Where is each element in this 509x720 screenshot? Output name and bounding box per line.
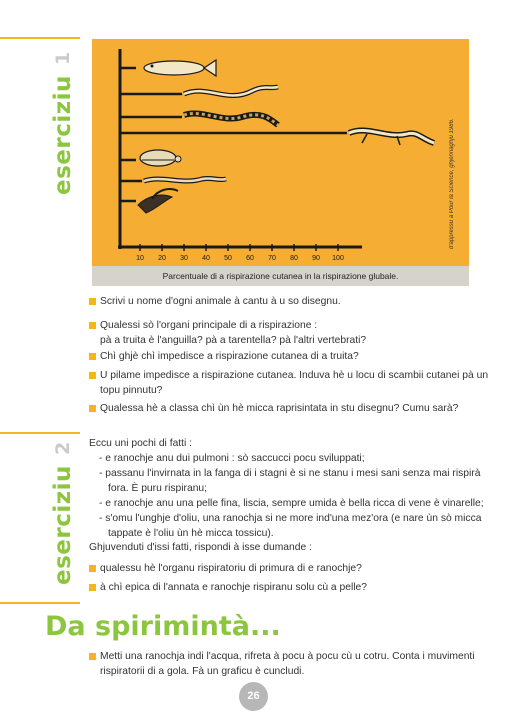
newt-drawing	[349, 130, 434, 145]
fact-item: - e ranochje anu dui pulmoni : sò saccucci pocu sviluppati;	[99, 453, 365, 464]
exercise-2-number: 2	[52, 441, 74, 456]
bullet-icon	[89, 322, 96, 329]
question-2: Qualessi sò l'organi principale di a rispirazione : pà a truita è l'anguilla? pà a tarentella? pà l'altri vertebrati?	[100, 320, 367, 346]
figure-caption: Parcentuale di a rispirazione cutanea in la rispirazione glubale.	[92, 266, 469, 286]
tick-label: 80	[290, 255, 298, 262]
question2-1: qualessu hè l'organu rispiratoriu di primura di e ranochje?	[100, 563, 362, 574]
fact-item: tappate è l'oliu ùn hè micca tossicu).	[108, 528, 274, 539]
section-rule	[0, 432, 80, 434]
bullet-icon	[89, 353, 96, 360]
tick-label: 50	[224, 255, 232, 262]
bullet-icon	[89, 298, 96, 305]
facts-intro: Eccu uni pochi di fatti :	[89, 438, 193, 449]
fact-item: fora. È puru rispiranu;	[108, 483, 208, 494]
tick-label: 70	[268, 255, 276, 262]
tick-label: 40	[202, 255, 210, 262]
question-4: U pilame impedisce a rispirazione cutanea. Induva hè u locu di scambii cutanei pà un topu pinnutu?	[100, 370, 489, 396]
tick-label: 30	[180, 255, 188, 262]
experiment-title: Da spirimintà...	[45, 611, 281, 642]
eel-drawing	[184, 87, 278, 96]
fact-item: - passanu l'invirnata in la fanga di i stagni è si ne stanu i mesi sani senza mai rispirà	[99, 468, 481, 479]
section-rule	[0, 602, 80, 604]
respiration-figure	[92, 39, 469, 286]
fact-item: - e ranochje anu una pelle fina, liscia, sempre umida è bella ricca di vene è vinarelle;	[99, 498, 484, 509]
salamander-drawing	[184, 113, 278, 125]
bullet-icon	[89, 405, 96, 412]
tick-label: 100	[332, 255, 344, 262]
facts-prompt: Ghjuvenduti d'issi fatti, rispondi à isse dumande :	[89, 542, 312, 553]
bullet-icon	[89, 584, 96, 591]
question-1: Scrivi u nome d'ogni animale à cantu à u so disegnu.	[100, 296, 341, 307]
question-3: Chì ghjè chì impedisce a rispirazione cutanea di a truita?	[100, 351, 359, 362]
bullet-icon	[89, 653, 96, 660]
tick-label: 60	[246, 255, 254, 262]
figure-diagram	[92, 39, 469, 266]
tortoise-drawing	[140, 150, 181, 166]
tick-label: 20	[158, 255, 166, 262]
exercise-2-label: eserciziu	[50, 465, 76, 585]
page-number: 26	[239, 682, 268, 711]
tick-label: 90	[312, 255, 320, 262]
figure-credit: d'appressu à Pour la Science, ghjennaghju 1986.	[449, 118, 455, 249]
facts-block	[89, 436, 484, 541]
tick-label: 10	[136, 255, 144, 262]
exercise-1-label: eserciziu	[50, 75, 76, 195]
question2-2: à chì epica di l'annata e ranochje rispiranu solu cù a pelle?	[100, 582, 367, 593]
exercise-2-tab	[50, 440, 76, 585]
lizard-drawing	[144, 178, 226, 181]
question-5: Qualessa hè a classa chì ùn hè micca raprisintata in stu disegnu? Cumu sarà?	[100, 403, 459, 414]
bullet-icon	[89, 372, 96, 379]
trout-drawing	[144, 60, 216, 76]
bullet-icon	[89, 565, 96, 572]
bird-drawing	[138, 189, 178, 213]
top-rule-left	[0, 37, 80, 39]
experiment-text: Metti una ranochja indi l'acqua, rifreta à pocu à pocu cù u cotru. Conta i muvimenti rispiratorii di a gola. Fà un graficu è cuncludi.	[100, 651, 475, 677]
exercise-1-tab	[50, 50, 76, 195]
fact-item: - s'omu l'unghje d'oliu, una ranochja si ne more ind'una mez'ora (e nare ùn sò micca	[99, 513, 482, 524]
exercise-1-number: 1	[52, 51, 74, 66]
